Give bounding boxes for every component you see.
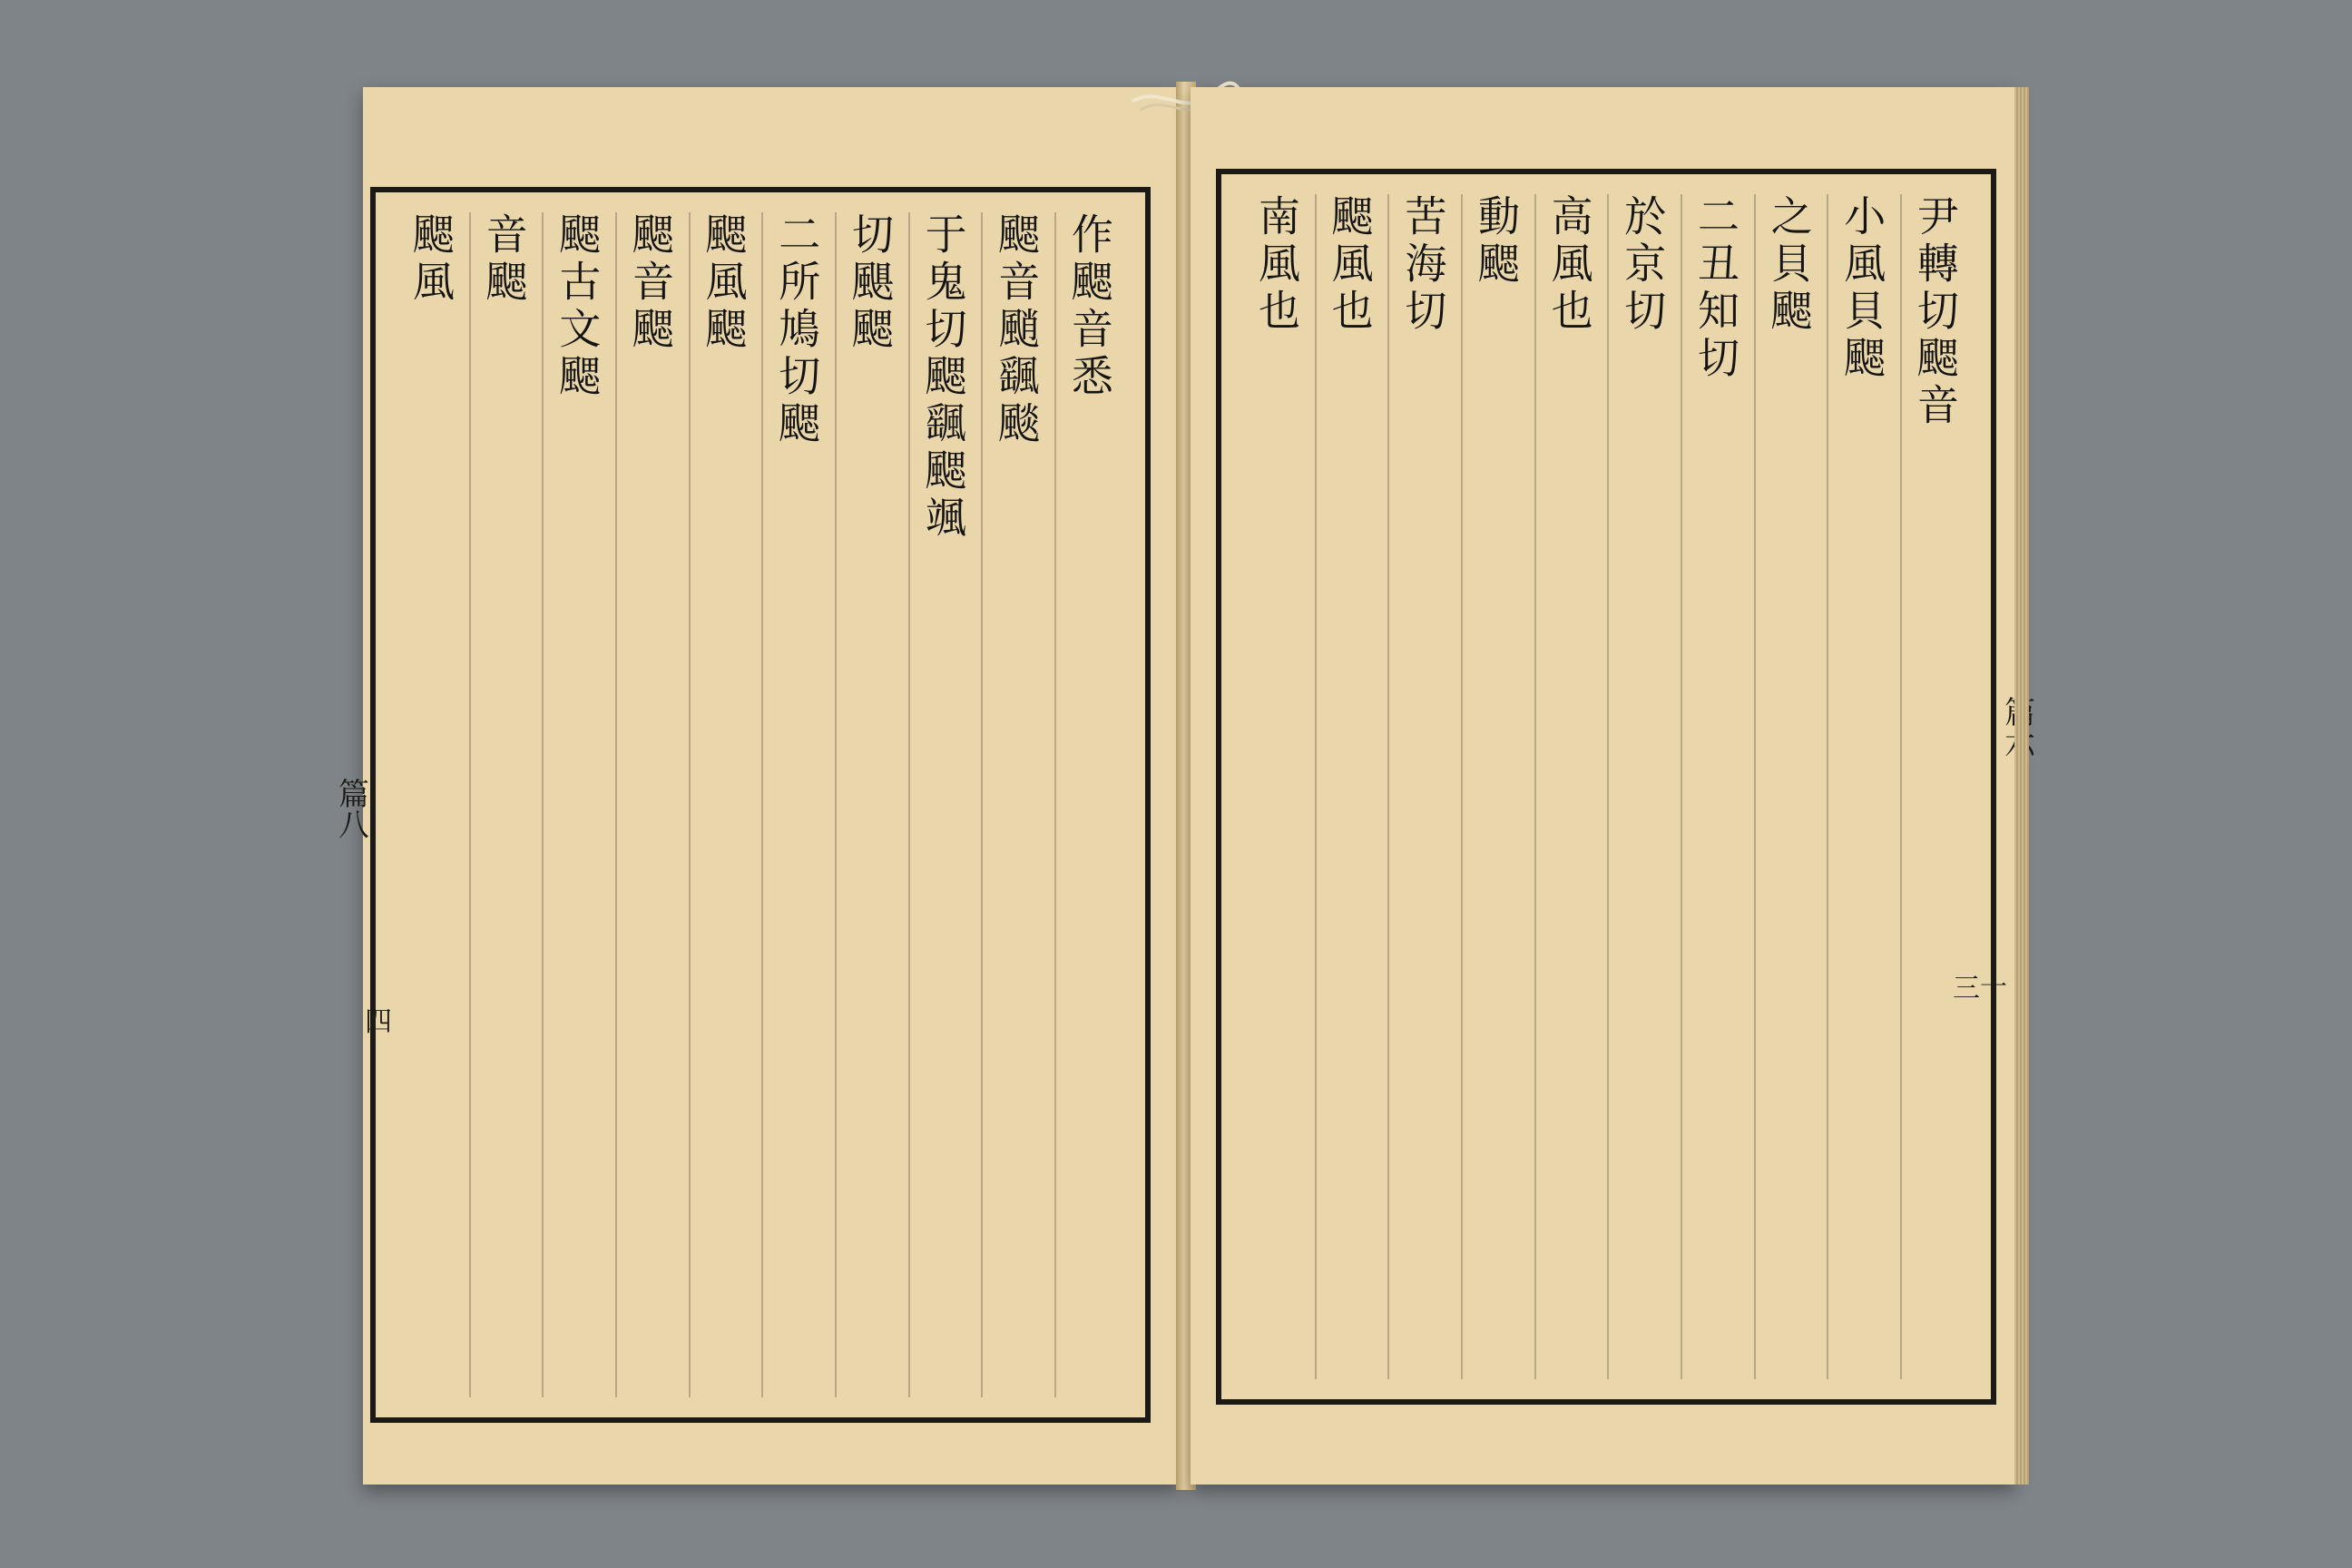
right-columns xyxy=(1243,194,1969,1379)
right-column: 動颸 xyxy=(1461,194,1530,1379)
left-column: 于鬼切颸颻颸颯 xyxy=(908,212,977,1397)
right-leaf-number: 三十 xyxy=(1953,973,2007,1004)
left-column: 颸音颸 xyxy=(615,212,684,1397)
right-column: 小風貝颸 xyxy=(1827,194,1896,1379)
left-columns xyxy=(397,212,1123,1397)
page-edges xyxy=(2014,87,2029,1485)
left-column: 颸風颸 xyxy=(689,212,758,1397)
open-book xyxy=(332,87,2014,1485)
right-column: 尹轉切颸音 xyxy=(1900,194,1969,1379)
right-column: 高風也 xyxy=(1534,194,1603,1379)
right-column: 於京切 xyxy=(1607,194,1676,1379)
right-column: 二丑知切 xyxy=(1681,194,1749,1379)
left-column: 颸古文颸 xyxy=(542,212,611,1397)
right-page xyxy=(1191,87,2014,1485)
right-column: 之貝颸 xyxy=(1754,194,1823,1379)
right-column: 颸風也 xyxy=(1315,194,1384,1379)
right-column: 苦海切 xyxy=(1387,194,1456,1379)
left-column: 音颸 xyxy=(469,212,538,1397)
left-column: 作颸音悉 xyxy=(1054,212,1123,1397)
left-leaf-number: 四 xyxy=(365,1006,392,1038)
left-page xyxy=(332,87,1180,1485)
left-text-frame xyxy=(370,187,1151,1423)
left-edge-label: 篇八 xyxy=(332,778,369,839)
left-column: 颸風 xyxy=(407,212,456,307)
right-text-frame xyxy=(1216,169,1996,1405)
left-column: 切颶颸 xyxy=(835,212,904,1397)
left-column: 颸音颵颻颷 xyxy=(981,212,1050,1397)
right-column: 南風也 xyxy=(1252,194,1301,336)
left-column: 二所鳩切颸 xyxy=(761,212,830,1397)
